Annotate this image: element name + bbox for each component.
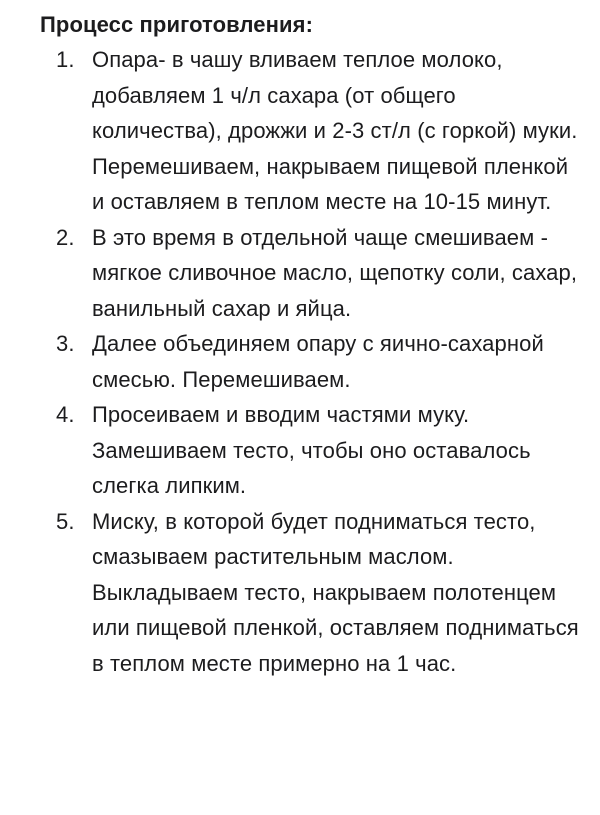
list-item-step-2 [40,220,585,327]
section-heading: Процесс приготовления: [40,12,314,37]
step-number: 5. [56,508,75,534]
list-item-step-1 [40,42,585,220]
list-item-step-5 [40,504,585,682]
step-text: Опара- в чашу вливаем теплое молоко, добавляем 1 ч/л сахара (от общего количества), дрожжи и 2-3 ст/л (с горкой) муки. Перемешиваем, накрываем пищевой пленкой и оставляем в теплом месте на 10-15 минут. [92,47,578,214]
step-text: В это время в отдельной чаще смешиваем - мягкое сливочное масло, щепотку соли, сахар, ванильный сахар и яйца. [92,224,578,321]
step-number: 4. [56,402,75,427]
step-text: Просеиваем и вводим частями муку. Замешиваем тесто, чтобы оно оставалось слегка липким. [92,402,531,498]
step-text: Далее объединяем опару с яично-сахарной смесью. Перемешиваем. [92,331,544,392]
list-item-step-4 [40,397,585,504]
step-number: 1. [56,47,75,72]
step-text: Миску, в которой будет подниматься тесто, смазываем растительным маслом. Выкладываем тесто, накрываем полотенцем или пищевой пленкой, оставляем подниматься в теплом месте примерно на 1 час. [92,508,579,676]
list-item-step-3 [40,326,585,397]
steps-list [40,42,585,681]
recipe-document [40,8,585,681]
step-number: 2. [56,224,75,250]
step-number: 3. [56,331,75,356]
